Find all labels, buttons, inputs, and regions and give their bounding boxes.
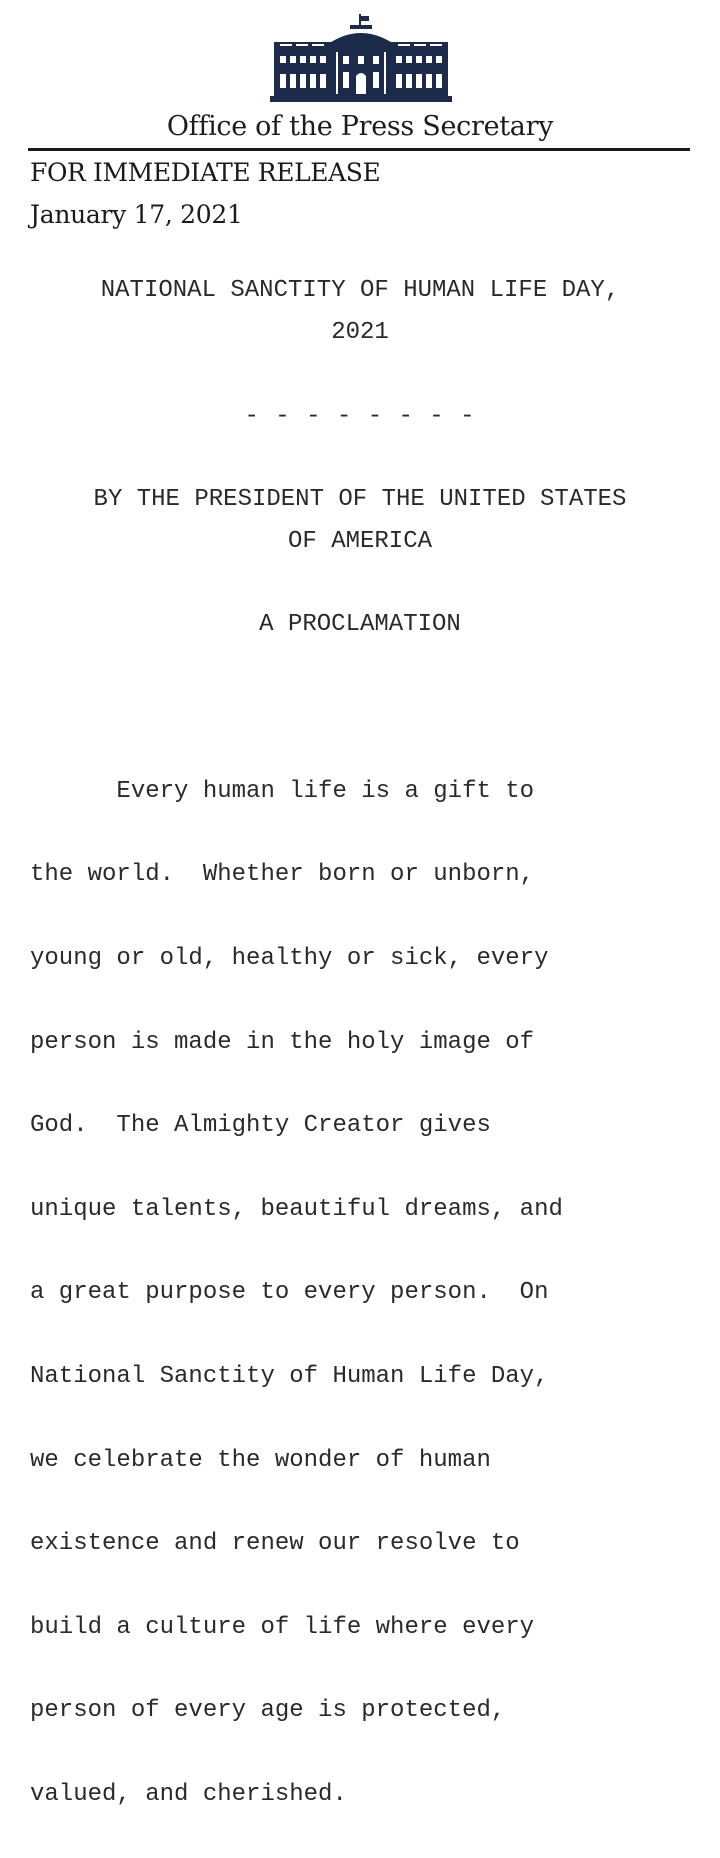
- office-title: Office of the Press Secretary: [166, 111, 554, 142]
- body-line: person of every age is protected,: [30, 1697, 506, 1725]
- proclamation-body: [30, 729, 710, 1858]
- proclamation-title: [0, 270, 720, 354]
- body-line: unique talents, beautiful dreams, and: [30, 1195, 563, 1223]
- body-line: person is made in the holy image of: [30, 1028, 535, 1056]
- body-line: we celebrate the wonder of human: [30, 1446, 491, 1474]
- body-line: the world. Whether born or unborn,: [30, 861, 535, 889]
- release-label: FOR IMMEDIATE RELEASE: [30, 158, 381, 187]
- release-date: January 17, 2021: [30, 200, 243, 229]
- proclamation-title-line: 2021: [331, 319, 389, 346]
- white-house-icon: [270, 14, 452, 102]
- body-line: God. The Almighty Creator gives: [30, 1112, 491, 1140]
- by-president-line: OF AMERICA: [287, 528, 433, 555]
- body-line: existence and renew our resolve to: [30, 1530, 520, 1558]
- proclamation-heading: A PROCLAMATION: [259, 611, 461, 638]
- body-line: a great purpose to every person. On: [30, 1279, 549, 1307]
- body-line: valued, and cherished.: [30, 1780, 347, 1808]
- by-president-line: BY THE PRESIDENT OF THE UNITED STATES: [93, 486, 627, 513]
- proclamation-title-line: NATIONAL SANCTITY OF HUMAN LIFE DAY,: [100, 277, 620, 304]
- body-line: build a culture of life where every: [30, 1613, 535, 1641]
- body-line: National Sanctity of Human Life Day,: [30, 1362, 549, 1390]
- body-line: young or old, healthy or sick, every: [30, 944, 549, 972]
- header-rule: [28, 148, 690, 151]
- body-line: Every human life is a gift to: [30, 777, 535, 805]
- by-president: [0, 479, 720, 563]
- separator: - - - - - - - -: [244, 403, 476, 430]
